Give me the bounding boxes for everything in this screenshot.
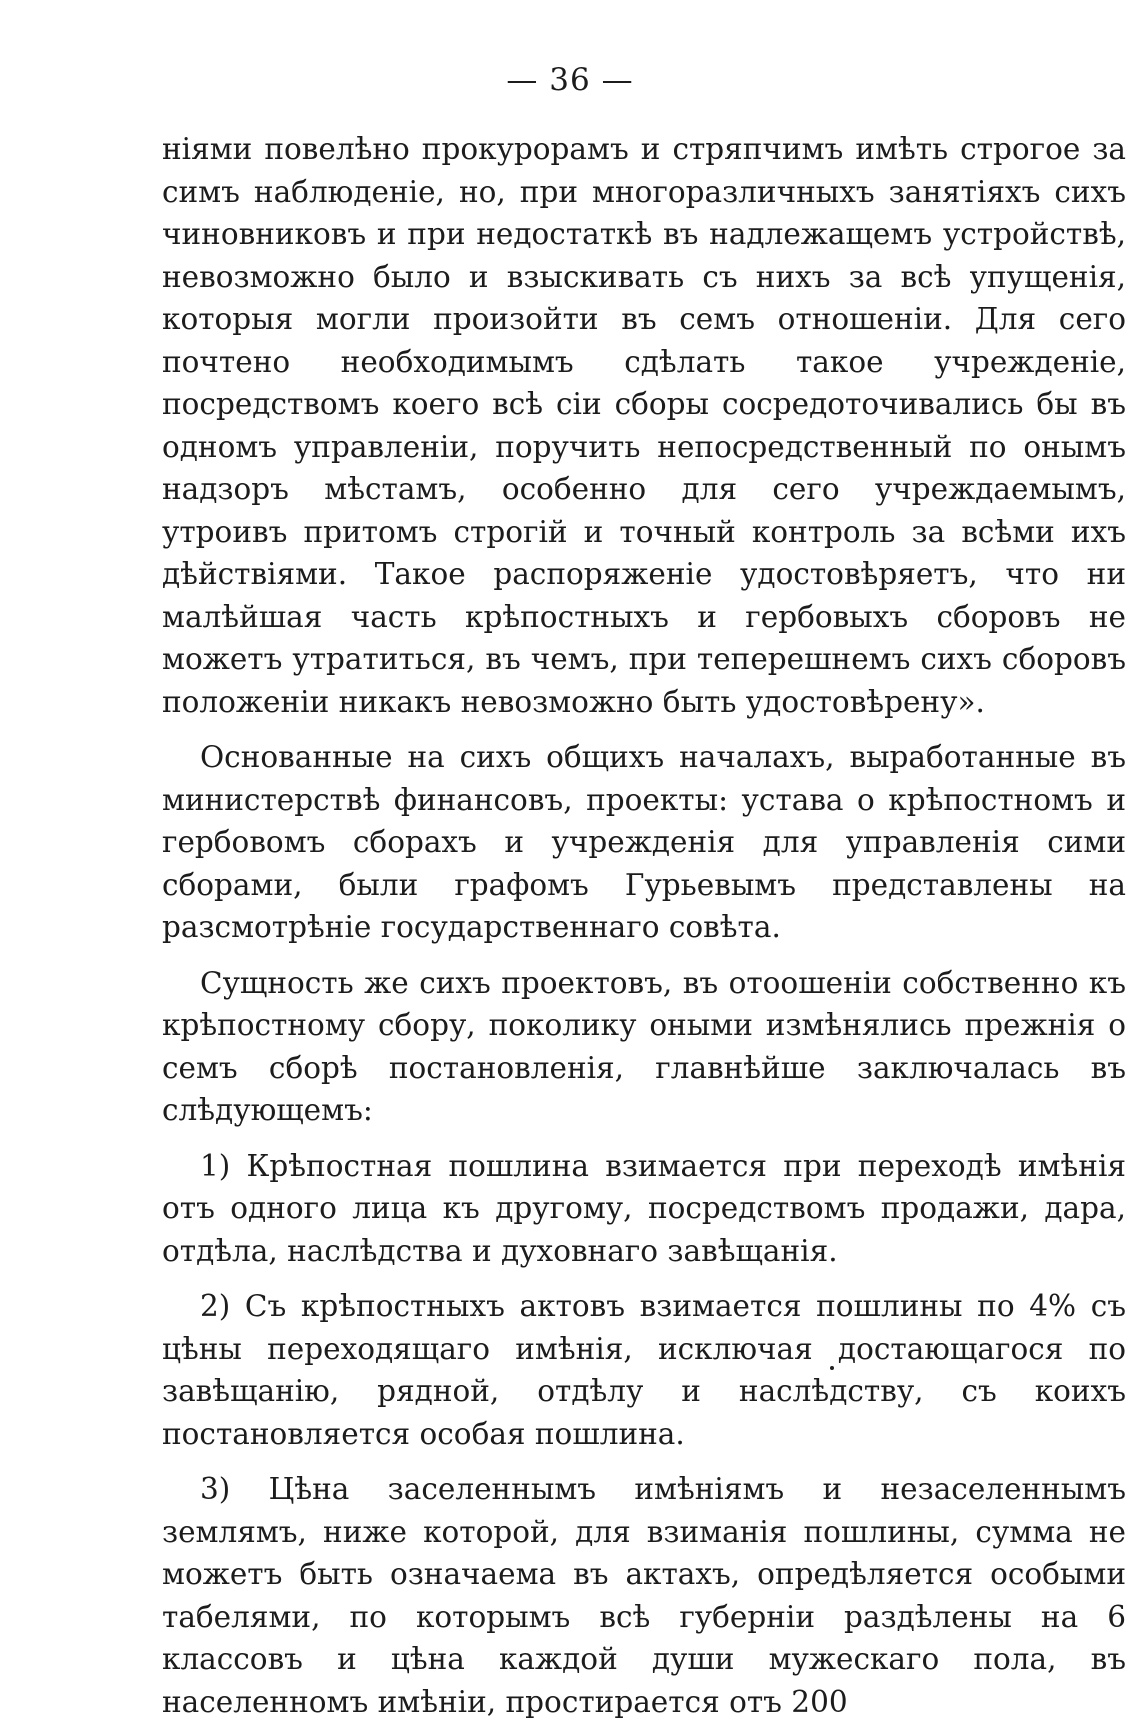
- page-number: — 36 —: [506, 62, 634, 98]
- body-text: [162, 128, 1126, 1723]
- paragraph: Сущность же сихъ проектовъ, въ отоошеніи собственно къ крѣпостному сбору, поколику оными измѣнялись прежнія о семъ сборѣ постановленія, главнѣйше заключалась въ слѣдующемъ:: [162, 965, 1126, 1127]
- list-item: 2) Съ крѣпостныхъ актовъ взимается пошлины по 4% съ цѣны переходящаго имѣнія, исключая достающагося по завѣщанію, рядной, отдѣлу и наслѣдству, съ коихъ постановляется особая пошлина.: [162, 1289, 1126, 1451]
- paragraph-continued: ніями повелѣно прокурорамъ и стряпчимъ имѣть строгое за симъ наблюденіе, но, при многоразличныхъ занятіяхъ сихъ чиновниковъ и при недостаткѣ въ надлежащемъ устройствѣ, невозможно было и взыскивать съ нихъ за всѣ упущенія, которыя могли произойти въ семъ отношеніи. Для сего почтено необходимымъ сдѣлать такое учрежденіе, посредствомъ коего всѣ сіи сборы сосредоточивались бы въ одномъ управленіи, поручить непосредственный по онымъ надзоръ мѣстамъ, особенно для сего учреждаемымъ, утроивъ притомъ строгій и точный контроль за всѣми ихъ дѣйствіями. Такое распоряженіе удостовѣряетъ, что ни малѣйшая часть крѣпостныхъ и гербовыхъ сборовъ не можетъ утратиться, въ чемъ, при теперешнемъ сихъ сборовъ положеніи никакъ невозможно быть удостовѣрену».: [162, 132, 1126, 719]
- list-item: 1) Крѣпостная пошлина взимается при переходѣ имѣнія отъ одного лица къ другому, посредствомъ продажи, дара, отдѣла, наслѣдства и духовнаго завѣщанія.: [162, 1148, 1126, 1268]
- stray-ink-dot: [830, 1366, 834, 1370]
- paragraph: Основанные на сихъ общихъ началахъ, выработанные въ министерствѣ финансовъ, проекты: устава о крѣпостномъ и гербовомъ сборахъ и учрежденія для управленія сими сборами, были графомъ Гурьевымъ представлены на разсмотрѣніе государственнаго совѣта.: [162, 740, 1126, 944]
- list-item: 3) Цѣна заселеннымъ имѣніямъ и незаселеннымъ землямъ, ниже которой, для взиманія пошлины, сумма не можетъ быть означаема въ актахъ, опредѣляется особыми табелями, по которымъ всѣ губерніи раздѣлены на 6 классовъ и цѣна каждой души мужескаго пола, въ населенномъ имѣніи, простирается отъ 200: [162, 1472, 1126, 1719]
